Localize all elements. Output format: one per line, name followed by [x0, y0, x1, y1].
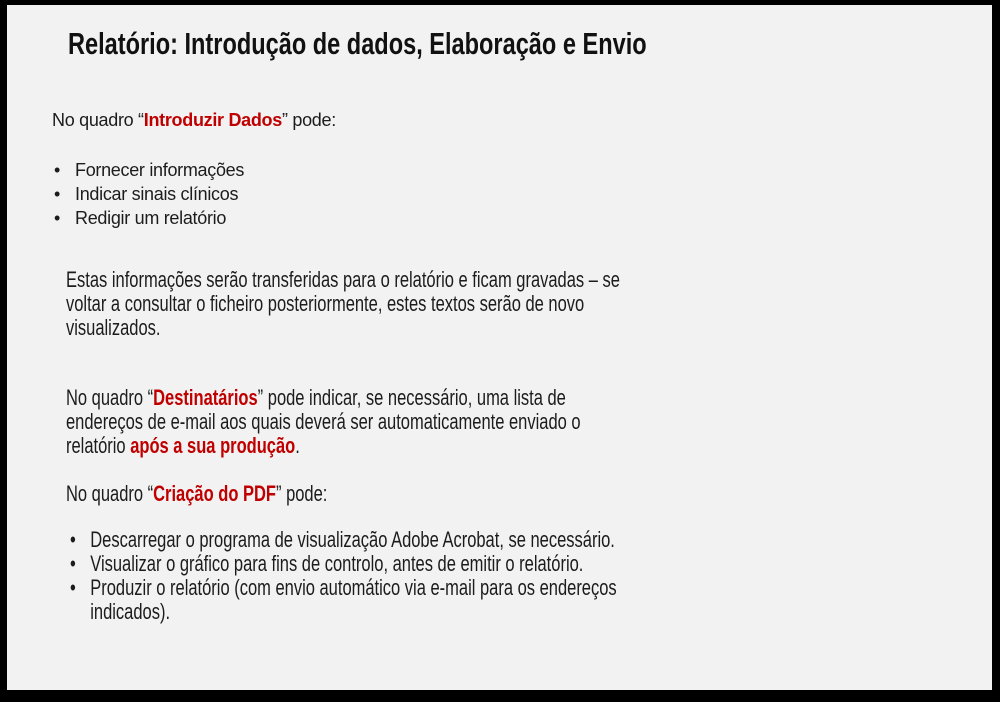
intro-suffix: ” pode: — [281, 110, 336, 130]
recipients-l3-prefix: relatório — [66, 433, 131, 458]
recipients-l1-prefix: No quadro “ — [66, 385, 154, 410]
pdf-suffix: ” pode: — [276, 481, 328, 506]
pdf-prefix: No quadro “ — [66, 481, 154, 506]
list-item-label: Visualizar o gráfico para fins de controlo, antes de emitir o relatório. — [90, 551, 584, 576]
list-item-label: Descarregar o programa de visualização Adobe Acrobat, se necessário. — [90, 527, 615, 552]
list-item-label: Fornecer informações — [75, 160, 245, 180]
bullet-icon: • — [54, 160, 61, 180]
recipients-line — [66, 386, 581, 410]
recipients-paragraph — [66, 386, 752, 458]
intro-heading — [52, 108, 336, 132]
note-line: voltar a consultar o ficheiro posteriormente, estes textos serão de novo — [66, 291, 585, 316]
bullet-icon: • — [54, 184, 61, 204]
list-item — [70, 576, 617, 624]
intro-highlight: Introduzir Dados — [143, 110, 282, 130]
list-item — [70, 528, 617, 552]
pdf-bullet-list — [70, 528, 799, 624]
list-item-line: Produzir o relatório (com envio automático via e-mail para os endereços — [90, 575, 617, 600]
bullet-icon: • — [54, 208, 61, 228]
recipients-line — [66, 434, 581, 458]
page-title: Relatório: Introdução de dados, Elaboração e Envio — [68, 26, 647, 61]
title-block — [68, 26, 829, 62]
list-item — [54, 206, 244, 230]
intro-bullet-list — [54, 158, 244, 230]
bullet-icon: • — [70, 575, 76, 600]
list-item-label: Redigir um relatório — [75, 208, 227, 228]
pdf-highlight: Criação do PDF — [153, 481, 276, 506]
note-line: visualizados. — [66, 315, 161, 340]
recipients-l1-suffix: ” pode indicar, se necessário, uma lista de — [257, 385, 566, 410]
pdf-heading — [66, 482, 415, 506]
bullet-icon: • — [70, 527, 76, 552]
recipients-highlight: Destinatários — [153, 385, 258, 410]
list-item-label — [90, 576, 616, 624]
list-item — [70, 552, 617, 576]
list-item — [54, 182, 244, 206]
recipients-line: endereços de e-mail aos quais deverá ser automaticamente enviado o — [66, 409, 581, 434]
list-item-label: Indicar sinais clínicos — [75, 184, 239, 204]
recipients-l3-suffix: . — [295, 433, 300, 458]
recipients-highlight-2: após a sua produção — [130, 433, 296, 458]
list-item — [54, 158, 244, 182]
note-line: Estas informações serão transferidas para o relatório e ficam gravadas – se — [66, 267, 620, 292]
list-item-line: indicados). — [90, 599, 171, 624]
intro-prefix: No quadro “ — [52, 110, 144, 130]
note-paragraph — [66, 268, 805, 340]
bullet-icon: • — [70, 551, 76, 576]
